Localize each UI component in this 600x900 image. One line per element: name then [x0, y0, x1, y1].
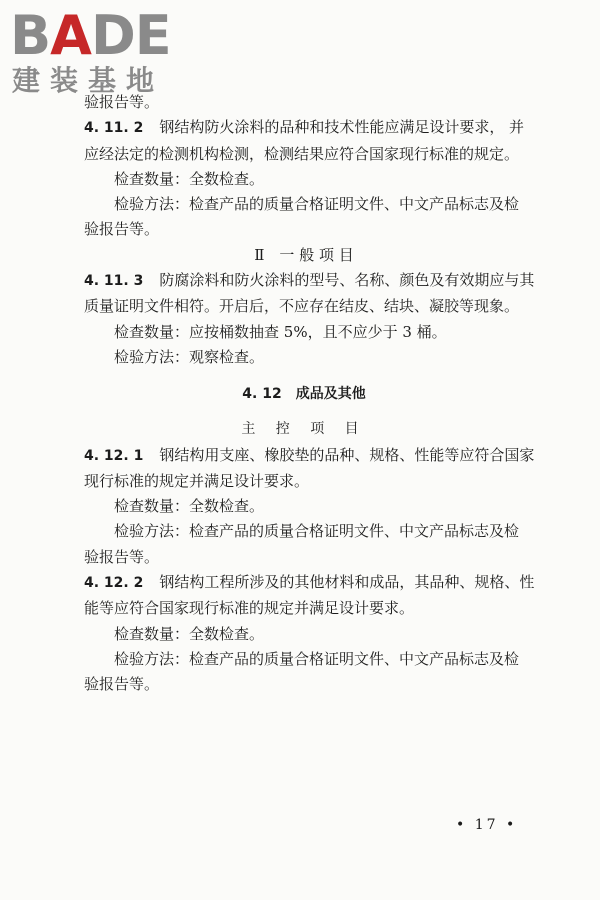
clause-4-11-3: 4. 11. 3 防腐涂料和防火涂料的型号、名称、颜色及有效期应与其	[84, 271, 535, 290]
page-number: • 17 •	[456, 817, 518, 833]
logo-tagline: 建装基地	[12, 64, 165, 97]
text-line: 能等应符合国家现行标准的规定并满足设计要求。	[84, 599, 415, 618]
inspection-quantity: 检查数量：全数检查。	[114, 169, 265, 188]
inspection-quantity: 检查数量：全数检查。	[114, 624, 265, 643]
site-logo	[10, 4, 180, 97]
clause-number: 4. 12. 1	[84, 447, 144, 464]
clause-number: 4. 11. 2	[84, 120, 144, 137]
inspection-quantity: 检查数量：全数检查。	[114, 497, 265, 516]
clause-number: 4. 12. 2	[84, 575, 144, 592]
text-line: 验报告等。	[84, 547, 160, 566]
inspection-method: 检验方法：检查产品的质量合格证明文件、中文产品标志及检	[114, 522, 520, 541]
inspection-method: 检验方法：观察检查。	[114, 347, 265, 366]
clause-4-11-2: 4. 11. 2 钢结构防火涂料的品种和技术性能应满足设计要求， 并	[84, 118, 524, 137]
document-body	[84, 90, 535, 698]
inspection-quantity: 检查数量：应按桶数抽查 5%，且不应少于 3 桶。	[114, 322, 447, 341]
text-line: 验报告等。	[84, 93, 160, 111]
text-line: 质量证明文件相符。开启后，不应存在结皮、结块、凝胶等现象。	[84, 297, 520, 316]
text-line: 验报告等。	[84, 675, 160, 694]
section-title: 4. 12 成品及其他	[242, 386, 366, 403]
text-line: 现行标准的规定并满足设计要求。	[84, 471, 310, 490]
clause-number: 4. 11. 3	[84, 273, 144, 290]
main-control-items-heading: 主 控 项 目	[241, 421, 367, 438]
inspection-method: 检验方法：检查产品的质量合格证明文件、中文产品标志及检	[114, 195, 520, 214]
general-items-heading: Ⅱ 一 般 项 目	[254, 245, 354, 264]
clause-4-12-2: 4. 12. 2 钢结构工程所涉及的其他材料和成品，其品种、规格、性	[84, 573, 535, 592]
text-line: 应经法定的检测机构检测，检测结果应符合国家现行标准的规定。	[84, 144, 520, 163]
logo-wordmark: BADE	[10, 4, 171, 67]
inspection-method: 检验方法：检查产品的质量合格证明文件、中文产品标志及检	[114, 649, 520, 668]
text-line: 验报告等。	[84, 220, 160, 239]
clause-4-12-1: 4. 12. 1 钢结构用支座、橡胶垫的品种、规格、性能等应符合国家	[84, 445, 535, 464]
